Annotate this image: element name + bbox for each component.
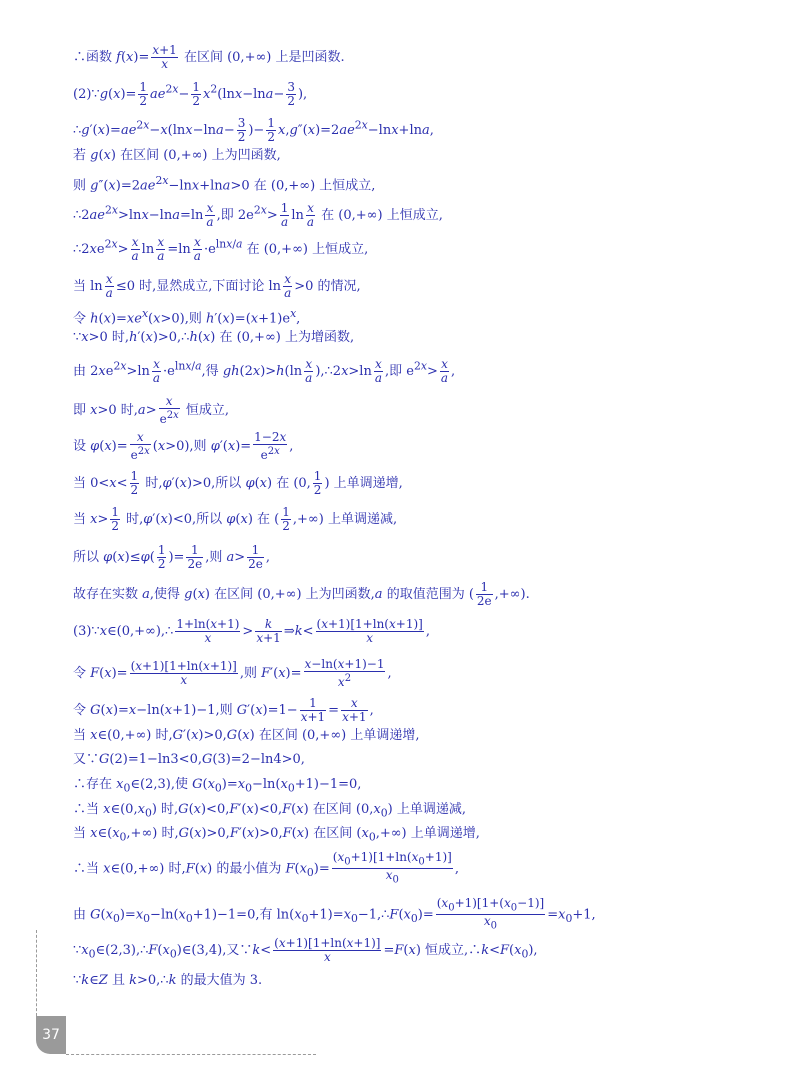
solution-line: $\therefore 2xe^{2x}>$ $\frac{x}{a}$ ln $\frac{x}{a}$ =ln $\frac{x}{a}$ $\cdot e^{lnx/a}$ 在 (0,+∞) 上恒成立, [73, 235, 369, 263]
solution-line: $\therefore g'(x)=ae^{2x}-x(\ln x-\ln a-$ $\frac{3}{2}$ )− $\frac{1}{2}$ $x,g''(x)=2ae^{2x}-\ln x+\ln a$, [73, 116, 434, 144]
solution-line: 即 x>0 时,a> $\frac{x}{e^{2x}}$ 恒成立, [73, 394, 229, 426]
solution-line: ∵k∈Z 且 k>0,∴k 的最大值为 3. [73, 973, 263, 988]
solution-line: 当 x> $\frac{1}{2}$ 时,φ′(x)<0,所以 φ(x) 在 ( $\frac{1}{2}$ ,+∞) 上单调递减, [73, 505, 398, 533]
solution-line: 又∵G(2)=1−ln3<0,G(3)=2−ln4>0, [73, 752, 305, 767]
solution-line: 所以 φ(x)≤φ( $\frac{1}{2}$ )= $\frac{1}{2e}$ ,则 a> $\frac{1}{2e}$ , [73, 543, 271, 571]
solution-line: ∴函数 f(x)= $\frac{x+1}{x}$ 在区间 (0,+∞) 上是凹函数. [73, 43, 345, 71]
solution-line: 令 G(x)=x−ln(x+1)−1,则 G′(x)=1− $\frac{1}{x+1}$ = $\frac{x}{x+1}$ , [73, 696, 374, 724]
solution-line: 当 ln $\frac{x}{a}$ ≤0 时,显然成立,下面讨论 ln $\frac{x}{a}$ >0 的情况, [73, 272, 361, 300]
solution-line: 当 0<x< $\frac{1}{2}$ 时,φ′(x)>0,所以 φ(x) 在 (0, $\frac{1}{2}$ ) 上单调递增, [73, 469, 403, 497]
solution-line: ∴当 x∈(0,+∞) 时,F(x) 的最小值为 $F(x_0)=$ $\frac{(x_0+1)[1+\ln(x_0+1)]}{x_0}$ , [73, 850, 459, 886]
solution-line: 令 F(x)= $\frac{(x+1)[1+\ln(x+1)]}{x}$ ,则 F′(x)= $\frac{x-\ln(x+1)-1}{x^2}$ , [73, 657, 392, 689]
solution-line: ∴当 $x\in(0,x_0)$ 时,G(x)<0,F′(x)<0,F(x) 在区间 $(0,x_0)$ 上单调递减, [73, 802, 466, 820]
solution-line: 由 $G(x_0)=x_0-\ln(x_0+1)-1=0$,有 $\ln(x_0+1)=x_0-1,\therefore F(x_0)=$ $\frac{(x_0+1)[1+(x_0-1)]}{x_0}$ $=x_0+1$, [73, 896, 596, 932]
solution-line: $\therefore 2ae^{2x}>\ln x-\ln a=\ln$ $\frac{x}{a}$ ,即 $2e^{2x}>$ $\frac{1}{a}$ ln $\frac{x}{a}$ 在 (0,+∞) 上恒成立, [73, 201, 443, 229]
solution-line: 若 g(x) 在区间 (0,+∞) 上为凹函数, [73, 148, 281, 163]
solution-line: (2)∵g(x)= $\frac{1}{2}$ $ae^{2x}-$ $\frac{1}{2}$ $x^2(\ln x-\ln a-$ $\frac{3}{2}$ ), [73, 80, 308, 108]
solution-line: 设 φ(x)= $\frac{x}{e^{2x}}$ (x>0),则 φ′(x)= $\frac{1-2x}{e^{2x}}$ , [73, 430, 294, 462]
footer-dashed-line [66, 1054, 316, 1055]
solution-line: $\because x_0\in(2,3),\therefore F(x_0)\in(3,4)$,又∵k< $\frac{(x+1)[1+\ln(x+1)]}{x}$ =F(x) 恒成立$,\therefore k<F(x_0)$, [73, 936, 538, 964]
solution-line: (3)∵x∈(0,+∞),∴ $\frac{1+\ln(x+1)}{x}$ > $\frac{k}{x+1}$ ⇒k< $\frac{(x+1)[1+\ln(x+1)]}{x}$ , [73, 617, 430, 645]
solution-line: 故存在实数 a,使得 g(x) 在区间 (0,+∞) 上为凹函数,a 的取值范围为 ( $\frac{1}{2e}$ ,+∞). [73, 580, 530, 608]
margin-dashed-line [36, 930, 37, 1016]
page-number: 37 [36, 1016, 66, 1054]
solution-line: 当 $x\in(x_0,+\infty)$ 时,G(x)>0,F′(x)>0,F(x) 在区间 $(x_0,+\infty)$ 上单调递增, [73, 826, 480, 844]
solution-line: ∴存在 $x_0\in(2,3)$,使 $G(x_0)=x_0-\ln(x_0+1)-1=0$, [73, 777, 362, 795]
solution-line: 由 $2xe^{2x}>\ln$ $\frac{x}{a}$ $\cdot e^{lnx/a}$,得 gh(2x)>h(ln $\frac{x}{a}$ ),∴2x>ln $\frac{x}{a}$ ,即 $e^{2x}>$ $\frac{x}{a}$ , [73, 357, 456, 385]
solution-line: 当 x∈(0,+∞) 时,G′(x)>0,G(x) 在区间 (0,+∞) 上单调递增, [73, 728, 420, 743]
solution-line: 令 $h(x)=xe^x(x>0)$,则 $h'(x)=(x+1)e^x$, [73, 307, 301, 327]
solution-line: ∵x>0 时,h′(x)>0,∴h(x) 在 (0,+∞) 上为增函数, [73, 330, 355, 345]
solution-line: 则 $g''(x)=2ae^{2x}-\ln x+\ln a>0$ 在 (0,+∞) 上恒成立, [73, 174, 376, 194]
